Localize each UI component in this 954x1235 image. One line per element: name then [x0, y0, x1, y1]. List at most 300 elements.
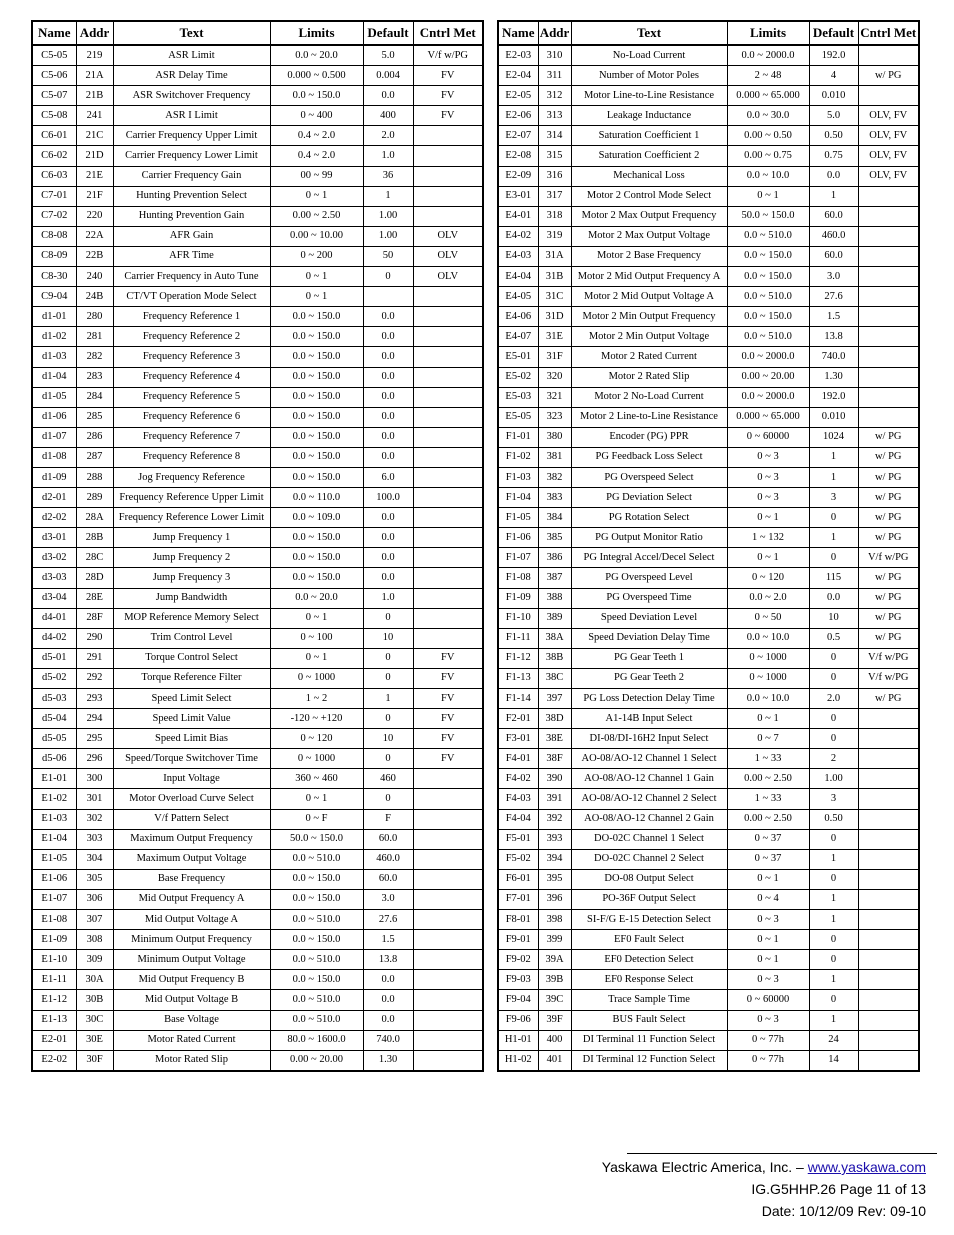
table-cell: F1-14 — [498, 689, 538, 709]
table-row — [498, 45, 919, 66]
table-cell: SI-F/G E-15 Detection Select — [571, 910, 727, 930]
table-cell: C5-07 — [32, 86, 76, 106]
table-cell — [363, 287, 413, 307]
table-cell: 39F — [538, 1010, 571, 1030]
table-cell — [858, 970, 919, 990]
parameter-table-left — [31, 20, 484, 1072]
table-cell: F — [363, 809, 413, 829]
table-cell: 31B — [538, 267, 571, 287]
table-cell: 0.0 — [363, 307, 413, 327]
table-cell: 307 — [76, 910, 113, 930]
table-cell: F4-02 — [498, 769, 538, 789]
table-cell: 300 — [76, 769, 113, 789]
table-cell: Base Frequency — [113, 869, 270, 889]
table-cell: 1.00 — [363, 226, 413, 246]
table-cell: 0.4 ~ 2.0 — [270, 146, 363, 166]
table-cell: 0.0 ~ 10.0 — [727, 166, 809, 186]
table-cell: 0.000 ~ 0.500 — [270, 66, 363, 86]
table-cell: E1-09 — [32, 930, 76, 950]
table-cell: F9-02 — [498, 950, 538, 970]
table-cell: 241 — [76, 106, 113, 126]
table-cell — [413, 387, 483, 407]
table-cell: 0 ~ 3 — [727, 467, 809, 487]
table-cell: w/ PG — [858, 508, 919, 528]
table-cell: F4-03 — [498, 789, 538, 809]
table-cell: 0.75 — [809, 146, 858, 166]
table-cell: Speed Deviation Level — [571, 608, 727, 628]
table-cell: 0 ~ 1000 — [727, 648, 809, 668]
table-cell: 1 — [809, 849, 858, 869]
table-cell: d2-01 — [32, 488, 76, 508]
table-cell: 0 ~ F — [270, 809, 363, 829]
table-cell: Frequency Reference 6 — [113, 407, 270, 427]
table-cell: 0.0 ~ 150.0 — [270, 447, 363, 467]
table-cell: 0.0 ~ 2000.0 — [727, 387, 809, 407]
table-cell — [858, 950, 919, 970]
table-cell: 0 ~ 60000 — [727, 990, 809, 1010]
table-cell: 31E — [538, 327, 571, 347]
table-cell: 5.0 — [363, 45, 413, 66]
table-cell: BUS Fault Select — [571, 1010, 727, 1030]
table-cell — [413, 427, 483, 447]
table-cell — [413, 950, 483, 970]
table-cell: d1-08 — [32, 447, 76, 467]
table-cell: Torque Reference Filter — [113, 668, 270, 688]
table-cell: ASR I Limit — [113, 106, 270, 126]
table-cell: 0 ~ 1 — [727, 508, 809, 528]
table-cell — [858, 1050, 919, 1071]
table-cell: Motor Rated Current — [113, 1030, 270, 1050]
table-cell: 0 ~ 1000 — [270, 668, 363, 688]
table-cell: F1-03 — [498, 467, 538, 487]
table-cell: Motor 2 Max Output Voltage — [571, 226, 727, 246]
table-row — [498, 970, 919, 990]
table-cell: Carrier Frequency in Auto Tune — [113, 267, 270, 287]
table-cell: C7-01 — [32, 186, 76, 206]
table-cell: 22B — [76, 246, 113, 266]
table-cell: d1-09 — [32, 467, 76, 487]
table-cell: 0.0 ~ 150.0 — [270, 930, 363, 950]
table-row — [498, 166, 919, 186]
table-cell: 0.0 ~ 2000.0 — [727, 347, 809, 367]
table-cell: 1 ~ 33 — [727, 749, 809, 769]
table-cell — [858, 347, 919, 367]
table-cell: Motor Rated Slip — [113, 1050, 270, 1071]
table-cell: 0.0 — [363, 970, 413, 990]
table-cell: 0.0 — [809, 166, 858, 186]
table-cell: 0.0 — [363, 548, 413, 568]
table-cell: Leakage Inductance — [571, 106, 727, 126]
table-cell — [858, 769, 919, 789]
table-cell: 1.5 — [363, 930, 413, 950]
table-cell: Base Voltage — [113, 1010, 270, 1030]
table-cell: AFR Gain — [113, 226, 270, 246]
table-cell — [413, 990, 483, 1010]
table-header-row — [32, 21, 483, 45]
column-header: Name — [498, 21, 538, 45]
table-cell — [413, 407, 483, 427]
table-row — [32, 407, 483, 427]
table-cell: 0.0 ~ 150.0 — [270, 427, 363, 447]
table-row — [498, 628, 919, 648]
table-cell: 0 ~ 1 — [270, 648, 363, 668]
table-cell: Hunting Prevention Gain — [113, 206, 270, 226]
table-cell: 1 ~ 33 — [727, 789, 809, 809]
table-cell: F1-02 — [498, 447, 538, 467]
table-cell: F6-01 — [498, 869, 538, 889]
table-cell: Motor Line-to-Line Resistance — [571, 86, 727, 106]
table-cell — [858, 267, 919, 287]
table-cell: OLV — [413, 267, 483, 287]
table-cell: 0 ~ 1 — [270, 267, 363, 287]
table-cell — [858, 327, 919, 347]
table-row — [32, 990, 483, 1010]
table-cell: 0.0 ~ 150.0 — [270, 548, 363, 568]
table-cell: AFR Time — [113, 246, 270, 266]
table-cell: 0.0 — [363, 327, 413, 347]
table-cell: Frequency Reference 5 — [113, 387, 270, 407]
table-cell: 0.0 ~ 20.0 — [270, 45, 363, 66]
table-cell: 38F — [538, 749, 571, 769]
table-cell: 392 — [538, 809, 571, 829]
table-cell: E5-05 — [498, 407, 538, 427]
table-cell — [858, 1030, 919, 1050]
table-cell: V/f w/PG — [858, 648, 919, 668]
table-cell — [413, 126, 483, 146]
table-cell: 0 — [809, 508, 858, 528]
table-row — [498, 488, 919, 508]
table-cell: Number of Motor Poles — [571, 66, 727, 86]
table-cell: C6-01 — [32, 126, 76, 146]
table-cell: PG Gear Teeth 2 — [571, 668, 727, 688]
table-cell: 0 ~ 1000 — [727, 668, 809, 688]
table-row — [32, 45, 483, 66]
table-cell: d5-05 — [32, 729, 76, 749]
table-cell: 4 — [809, 66, 858, 86]
table-cell — [413, 930, 483, 950]
table-cell: 0.0 ~ 150.0 — [270, 327, 363, 347]
table-cell: 0.0 ~ 150.0 — [270, 568, 363, 588]
table-row — [32, 648, 483, 668]
table-row — [498, 106, 919, 126]
table-cell: 36 — [363, 166, 413, 186]
table-cell: F1-04 — [498, 488, 538, 508]
table-cell: 0 — [809, 869, 858, 889]
table-cell: C5-05 — [32, 45, 76, 66]
table-cell: 0 — [363, 749, 413, 769]
table-row — [32, 729, 483, 749]
table-cell: 31A — [538, 246, 571, 266]
table-cell — [858, 869, 919, 889]
table-cell: 0.0 ~ 30.0 — [727, 106, 809, 126]
table-cell: 192.0 — [809, 45, 858, 66]
table-cell: 0 ~ 77h — [727, 1030, 809, 1050]
table-cell: d5-03 — [32, 689, 76, 709]
table-cell: 0 — [809, 709, 858, 729]
table-row — [498, 990, 919, 1010]
table-cell: 0.0 ~ 150.0 — [270, 467, 363, 487]
column-header: Limits — [727, 21, 809, 45]
table-row — [498, 568, 919, 588]
table-row — [32, 206, 483, 226]
table-row — [498, 447, 919, 467]
table-cell: 395 — [538, 869, 571, 889]
table-cell: Frequency Reference Upper Limit — [113, 488, 270, 508]
table-cell: 380 — [538, 427, 571, 447]
table-cell: Motor 2 Min Output Frequency — [571, 307, 727, 327]
table-cell: w/ PG — [858, 608, 919, 628]
table-cell: E2-09 — [498, 166, 538, 186]
table-cell: 0.0 ~ 20.0 — [270, 588, 363, 608]
table-cell: 1.0 — [363, 588, 413, 608]
table-cell: 0.000 ~ 65.000 — [727, 407, 809, 427]
table-cell — [413, 869, 483, 889]
table-cell: Speed Deviation Delay Time — [571, 628, 727, 648]
table-row — [498, 307, 919, 327]
table-cell: 1.0 — [363, 146, 413, 166]
table-cell: 1024 — [809, 427, 858, 447]
table-row — [498, 829, 919, 849]
table-cell: F9-04 — [498, 990, 538, 1010]
table-cell: Frequency Reference 8 — [113, 447, 270, 467]
table-cell: 0 ~ 120 — [270, 729, 363, 749]
table-cell: 1 — [809, 186, 858, 206]
table-cell — [858, 86, 919, 106]
table-cell: 397 — [538, 689, 571, 709]
table-cell: 460.0 — [809, 226, 858, 246]
table-cell — [858, 186, 919, 206]
table-cell — [858, 246, 919, 266]
table-cell: 284 — [76, 387, 113, 407]
table-cell: C6-02 — [32, 146, 76, 166]
table-cell: 0 ~ 1 — [727, 950, 809, 970]
table-cell: 0.0 ~ 510.0 — [270, 849, 363, 869]
table-cell: DI-08/DI-16H2 Input Select — [571, 729, 727, 749]
table-cell: 0.0 ~ 2.0 — [727, 588, 809, 608]
table-cell: 314 — [538, 126, 571, 146]
table-row — [32, 387, 483, 407]
table-cell: C5-06 — [32, 66, 76, 86]
table-cell: 0.0 ~ 110.0 — [270, 488, 363, 508]
table-cell: 308 — [76, 930, 113, 950]
table-cell: 2.0 — [363, 126, 413, 146]
table-cell: 306 — [76, 889, 113, 909]
table-row — [498, 66, 919, 86]
table-cell: 0 — [363, 608, 413, 628]
table-cell: 0 — [363, 648, 413, 668]
table-cell: 391 — [538, 789, 571, 809]
table-cell: 0 ~ 1 — [727, 930, 809, 950]
table-cell: F1-12 — [498, 648, 538, 668]
table-cell: F9-03 — [498, 970, 538, 990]
table-cell: 39B — [538, 970, 571, 990]
table-cell: Mid Output Voltage A — [113, 910, 270, 930]
table-cell: Carrier Frequency Lower Limit — [113, 146, 270, 166]
table-cell: 10 — [809, 608, 858, 628]
column-header: Default — [809, 21, 858, 45]
table-cell: 0.00 ~ 2.50 — [727, 769, 809, 789]
table-cell: 0.0 — [363, 568, 413, 588]
table-row — [32, 447, 483, 467]
table-cell: 1.5 — [809, 307, 858, 327]
table-cell: 0.0 ~ 10.0 — [727, 628, 809, 648]
table-cell: OLV — [413, 226, 483, 246]
table-cell: d3-02 — [32, 548, 76, 568]
table-cell: 3 — [809, 789, 858, 809]
table-cell: 80.0 ~ 1600.0 — [270, 1030, 363, 1050]
table-cell: 387 — [538, 568, 571, 588]
column-header: Default — [363, 21, 413, 45]
table-cell: 1 — [809, 889, 858, 909]
table-cell: 38B — [538, 648, 571, 668]
table-cell: w/ PG — [858, 427, 919, 447]
table-cell: F9-01 — [498, 930, 538, 950]
table-row — [32, 488, 483, 508]
table-row — [498, 407, 919, 427]
table-row — [32, 749, 483, 769]
table-cell: Motor 2 No-Load Current — [571, 387, 727, 407]
table-cell: 28D — [76, 568, 113, 588]
table-cell — [413, 608, 483, 628]
table-cell: 0 ~ 77h — [727, 1050, 809, 1071]
table-cell: 0 ~ 1 — [270, 186, 363, 206]
table-cell: 39C — [538, 990, 571, 1010]
table-cell — [858, 387, 919, 407]
table-cell: 317 — [538, 186, 571, 206]
table-row — [32, 930, 483, 950]
table-cell: 319 — [538, 226, 571, 246]
table-row — [498, 1050, 919, 1071]
table-cell: E2-04 — [498, 66, 538, 86]
table-cell: 0 — [809, 668, 858, 688]
table-row — [498, 809, 919, 829]
table-cell: w/ PG — [858, 628, 919, 648]
table-cell: w/ PG — [858, 447, 919, 467]
table-cell: E1-12 — [32, 990, 76, 1010]
table-cell: Motor 2 Line-to-Line Resistance — [571, 407, 727, 427]
table-cell: Hunting Prevention Select — [113, 186, 270, 206]
table-row — [498, 327, 919, 347]
table-cell: 0.010 — [809, 407, 858, 427]
table-cell: OLV, FV — [858, 166, 919, 186]
table-row — [32, 1010, 483, 1030]
table-cell: DI Terminal 11 Function Select — [571, 1030, 727, 1050]
website-link[interactable]: www.yaskawa.com — [807, 1159, 926, 1175]
table-cell — [413, 447, 483, 467]
table-cell — [858, 990, 919, 1010]
table-cell — [413, 528, 483, 548]
table-cell: Carrier Frequency Gain — [113, 166, 270, 186]
table-row — [32, 146, 483, 166]
table-cell: 0.0 ~ 150.0 — [270, 347, 363, 367]
table-cell: Jump Frequency 2 — [113, 548, 270, 568]
table-cell: 21B — [76, 86, 113, 106]
table-cell: 1.30 — [809, 367, 858, 387]
table-cell: 318 — [538, 206, 571, 226]
table-cell — [413, 970, 483, 990]
table-cell: 296 — [76, 749, 113, 769]
table-row — [32, 829, 483, 849]
table-cell: MOP Reference Memory Select — [113, 608, 270, 628]
table-cell: 0.004 — [363, 66, 413, 86]
table-cell: V/f Pattern Select — [113, 809, 270, 829]
table-cell: 21A — [76, 66, 113, 86]
table-row — [32, 548, 483, 568]
table-cell: PG Integral Accel/Decel Select — [571, 548, 727, 568]
table-cell: 0 ~ 1 — [270, 789, 363, 809]
table-cell: 31C — [538, 287, 571, 307]
table-cell: 309 — [76, 950, 113, 970]
table-cell: 13.8 — [809, 327, 858, 347]
table-cell: d3-01 — [32, 528, 76, 548]
table-cell: 0.0 ~ 150.0 — [270, 889, 363, 909]
table-cell — [413, 146, 483, 166]
table-cell: 6.0 — [363, 467, 413, 487]
table-cell: w/ PG — [858, 66, 919, 86]
table-cell: 381 — [538, 447, 571, 467]
table-cell: E2-08 — [498, 146, 538, 166]
table-cell — [858, 729, 919, 749]
table-cell: 3.0 — [809, 267, 858, 287]
table-cell: 1.00 — [363, 206, 413, 226]
table-cell: 0.0 — [363, 1010, 413, 1030]
table-cell — [413, 1050, 483, 1071]
table-cell: E5-02 — [498, 367, 538, 387]
table-cell: F3-01 — [498, 729, 538, 749]
table-cell: w/ PG — [858, 588, 919, 608]
table-cell: 0 — [809, 829, 858, 849]
table-cell: 281 — [76, 327, 113, 347]
table-cell: 13.8 — [363, 950, 413, 970]
table-cell: d5-01 — [32, 648, 76, 668]
table-row — [498, 668, 919, 688]
table-cell: d3-04 — [32, 588, 76, 608]
table-cell: Maximum Output Voltage — [113, 849, 270, 869]
table-cell: FV — [413, 106, 483, 126]
table-cell: EF0 Detection Select — [571, 950, 727, 970]
table-cell — [413, 628, 483, 648]
table-cell: 192.0 — [809, 387, 858, 407]
table-cell: AO-08/AO-12 Channel 1 Gain — [571, 769, 727, 789]
table-cell: Motor 2 Rated Current — [571, 347, 727, 367]
table-row — [32, 246, 483, 266]
table-cell: 383 — [538, 488, 571, 508]
table-cell: d4-02 — [32, 628, 76, 648]
table-cell: 394 — [538, 849, 571, 869]
table-cell: d1-07 — [32, 427, 76, 447]
table-cell — [413, 568, 483, 588]
table-cell: 0.0 ~ 150.0 — [270, 367, 363, 387]
table-cell: Carrier Frequency Upper Limit — [113, 126, 270, 146]
table-cell: PG Loss Detection Delay Time — [571, 689, 727, 709]
table-cell: Maximum Output Frequency — [113, 829, 270, 849]
table-cell: E1-07 — [32, 889, 76, 909]
table-cell: 30E — [76, 1030, 113, 1050]
column-header: Text — [571, 21, 727, 45]
table-cell: C6-03 — [32, 166, 76, 186]
table-cell: F2-01 — [498, 709, 538, 729]
table-row — [32, 889, 483, 909]
table-cell: 60.0 — [363, 869, 413, 889]
table-cell: E1-04 — [32, 829, 76, 849]
footer-company-line — [602, 1158, 926, 1176]
table-cell: Speed/Torque Switchover Time — [113, 749, 270, 769]
table-row — [32, 869, 483, 889]
table-cell: 100.0 — [363, 488, 413, 508]
table-cell: H1-02 — [498, 1050, 538, 1071]
table-row — [32, 307, 483, 327]
table-cell: d1-01 — [32, 307, 76, 327]
